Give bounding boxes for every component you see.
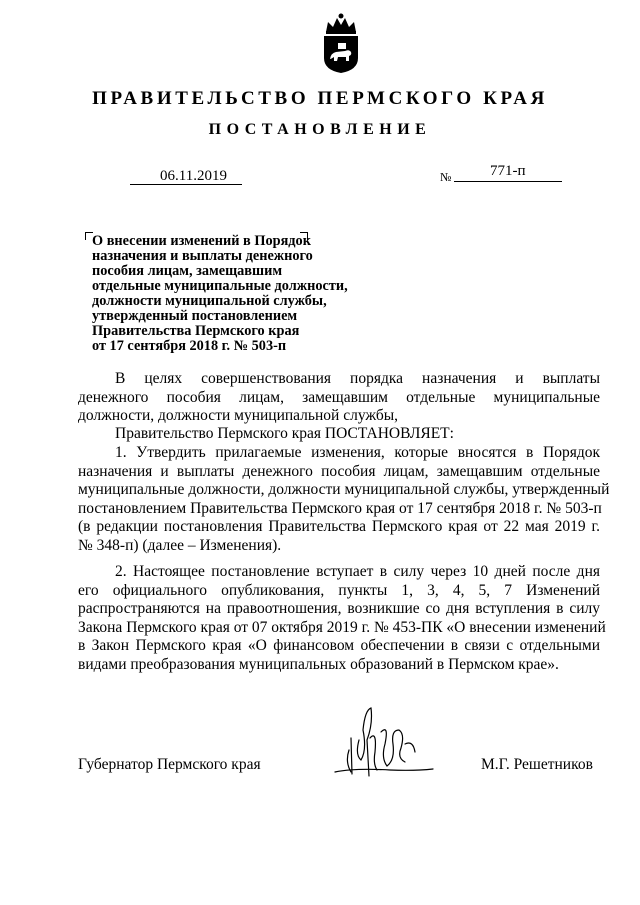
paragraph-line: Закона Пермского края от 07 октября 2019 г. № 453-ПК «О внесении изменений — [78, 618, 606, 636]
paragraph-line: назначения и выплаты денежного пособия лицам, замещавшим отдельные — [78, 462, 600, 480]
handwritten-signature-icon — [315, 700, 435, 785]
paragraph-line: (в редакции постановления Правительства Пермского края от 22 мая 2019 г. — [78, 518, 600, 535]
signer-position: Губернатор Пермского края — [78, 756, 261, 773]
item-1-paragraph — [78, 444, 610, 555]
paragraph-line: В целях совершенствования порядка назначения и выплаты — [115, 370, 600, 387]
paragraph-line: № 348-п) (далее – Изменения). — [78, 536, 282, 554]
paragraph-line: постановлением Правительства Пермского края от 17 сентября 2018 г. № 503-п — [78, 499, 602, 517]
subject-line: О внесении изменений в Порядок — [92, 233, 311, 249]
perm-krai-coat-of-arms-icon — [318, 12, 364, 74]
subject-line: должности муниципальной службы, — [92, 293, 327, 309]
subject-line: от 17 сентября 2018 г. № 503-п — [92, 338, 287, 354]
paragraph-line: его официального опубликования, пункты 1, 3, 4, 5, 7 Изменений — [78, 581, 600, 599]
subject-line: отдельные муниципальные должности, — [92, 278, 348, 294]
paragraph-line: 1. Утвердить прилагаемые изменения, которые вносятся в Порядок — [115, 444, 600, 461]
item-2-paragraph — [78, 563, 606, 674]
paragraph-line: в Закон Пермского края «О финансовом обеспечении в связи с отдельными — [78, 637, 600, 654]
paragraph-line: 2. Настоящее постановление вступает в силу через 10 дней после дня — [115, 563, 600, 580]
signer-name: М.Г. Решетников — [481, 756, 593, 773]
subject-line: пособия лицам, замещавшим — [92, 263, 283, 279]
organization-title: ПРАВИТЕЛЬСТВО ПЕРМСКОГО КРАЯ — [92, 88, 548, 109]
subject-line: утвержденный постановлением — [92, 308, 298, 324]
document-subject — [92, 234, 392, 354]
document-date: 06.11.2019 — [160, 168, 227, 184]
date-underline — [130, 184, 242, 185]
document-type: ПОСТАНОВЛЕНИЕ — [208, 121, 432, 138]
paragraph-line: распространяются на правоотношения, возникшие со дня вступления в силу — [78, 600, 600, 617]
number-sign: № — [440, 170, 452, 184]
paragraph-line: должности, должности муниципальной службы, — [78, 407, 399, 424]
number-underline — [454, 181, 562, 182]
document-number: 771-п — [490, 163, 526, 179]
subject-line: Правительства Пермского края — [92, 323, 300, 339]
decree-statement: Правительство Пермского края ПОСТАНОВЛЯЕТ: — [115, 425, 454, 442]
paragraph-line: денежного пособия лицам, замещавшим отдельные муниципальные — [78, 388, 600, 406]
subject-line: назначения и выплаты денежного — [92, 248, 313, 264]
intro-paragraph — [78, 370, 600, 426]
paragraph-line: видами преобразования муниципальных образований в Пермском крае». — [78, 655, 559, 673]
paragraph-line: муниципальные должности, должности муниципальной службы, утвержденный — [78, 481, 610, 498]
